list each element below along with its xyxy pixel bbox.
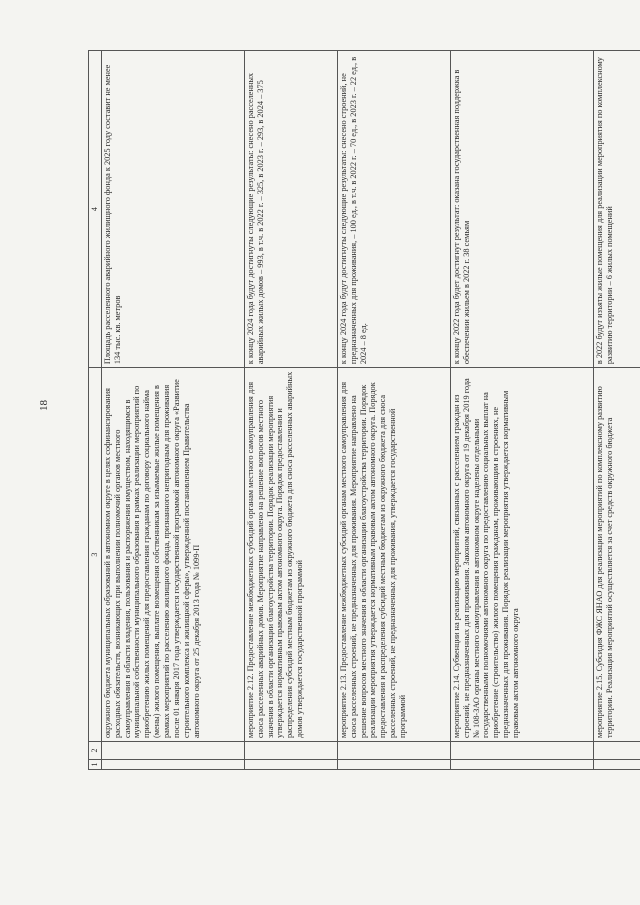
cell-expected-result: к концу 2022 года будет достигнут результат: оказана государственная поддержка в обеспечении жильем в 2022 г. 38 семьям (450, 51, 593, 368)
table-row (450, 51, 593, 770)
cell-col-1 (101, 760, 244, 770)
table-row (101, 51, 244, 770)
header-col-4: 4 (89, 51, 102, 368)
header-col-3: 3 (89, 368, 102, 742)
cell-expected-result: к концу 2024 года будут достигнуты следующие результаты: снесено расселенных аварийных жилых домов – 993, в т.ч. в 2022 г. – 325, в 2023 г. – 293, в 2024 – 375 (244, 51, 337, 368)
cell-col-2 (101, 742, 244, 760)
cell-expected-result: к концу 2024 года будут достигнуты следующие результаты: снесено строений, не предназначенных для проживания, – 100 ед., в т.ч. в 2022 г. – 70 ед., в 2023 г. – 22 ед., в 2024 – 8 ед. (337, 51, 450, 368)
cell-col-1 (450, 760, 593, 770)
cell-expected-result: Площадь расселенного аварийного жилищного фонда к 2025 году составит не менее 134 тыс. кв. метров (101, 51, 244, 368)
cell-col-1 (244, 760, 337, 770)
table-row (337, 51, 450, 770)
table-header-row (89, 51, 102, 770)
header-col-2: 2 (89, 742, 102, 760)
cell-measure-description: мероприятие 2.13. Предоставление межбюджетных субсидий органам местного самоуправления для сноса расселенных строений, не предназначенных для проживания. Мероприятие направлено на решение вопросов местного значения в области организации благоустройства территории. Порядок реализации мероприятия утверждается нормативным правовым актом автономного округа. Порядок предоставления и распределения субсидий местным бюджетам из окружного бюджета для сноса расселенных строений, не предназначенных для проживания, утверждается государственной программой (337, 368, 450, 742)
rotated-table-container (88, 50, 638, 770)
cell-measure-description: мероприятие 2.15. Субсидия ФЖС ЯНАО для реализации мероприятий по комплексному развитию территории. Реализация мероприятий осуществляется за счет средств окружного бюджета (593, 368, 640, 742)
cell-col-2 (450, 742, 593, 760)
table-row (244, 51, 337, 770)
program-measures-table (88, 50, 640, 770)
table-row (593, 51, 640, 770)
cell-col-2 (337, 742, 450, 760)
header-col-1: 1 (89, 760, 102, 770)
cell-col-1 (337, 760, 450, 770)
cell-measure-description: мероприятие 2.12. Предоставление межбюджетных субсидий органам местного самоуправления для сноса расселенных аварийных домов. Мероприятие направлено на решение вопросов местного значения в области организации благоустройства территории. Порядок реализации мероприятия утверждается нормативным правовым актом автономного округа. Порядок предоставления и распределения субсидий местным бюджетам из окружного бюджета для сноса расселенных аварийных домов утверждается государственной программой (244, 368, 337, 742)
cell-col-1 (593, 760, 640, 770)
page-number: 18 (38, 400, 50, 412)
cell-col-2 (593, 742, 640, 760)
cell-measure-description: мероприятие 2.14. Субвенции на реализацию мероприятий, связанных с расселением граждан из строений, не предназначенных для проживания. Законом автономного округа от 19 декабря 2019 года № 108-ЗАО органы местного самоуправления в автономном округе наделены отдельными государственными полномочиями автономного округа по предоставлению социальных выплат на приобретение (строительство) жилого помещения гражданам, проживающим в строениях, не предназначенных для проживания. Порядок реализации мероприятия утверждается нормативным правовым актом автономного округа (450, 368, 593, 742)
cell-measure-description: окружного бюджета муниципальных образований в автономном округе в целях софинансирования расходных обязательств, возникающих при выполнении полномочий органов местного самоуправления в области владения, пользования и распоряжения имуществом, находящимся в муниципальной собственности муниципального образования в рамках реализации мероприятий по приобретению жилых помещений для предоставления гражданам по договору социального найма (мены) жилого помещения, выплате возмещения собственникам за изымаемые жилые помещения в рамках мероприятий по расселению жилищного фонда, признанного непригодным для проживания после 01 января 2017 года утверждается государственной программой автономного округа «Развитие строительного комплекса и жилищной сферы», утвержденной постановлением Правительства автономного округа от 25 декабря 2013 года № 1099-П (101, 368, 244, 742)
cell-expected-result: в 2022 будут изъяты жилые помещения для реализации мероприятия по комплексному развитию территории – 6 жилых помещений (593, 51, 640, 368)
cell-col-2 (244, 742, 337, 760)
